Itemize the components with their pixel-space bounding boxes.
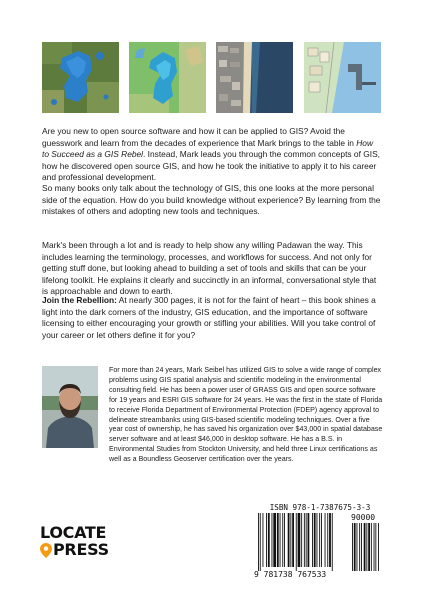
publisher-logo: [40, 524, 110, 566]
parcel-map-icon: [304, 42, 381, 113]
intro-text-2: So many books only talk about the technology of GIS, this one looks at the more personal side of the equation. How do you build knowledge without experience? By learning from the mistakes of others and adopting new tools and techniques.: [42, 183, 381, 217]
isbn-barcode: [254, 503, 386, 583]
intro-text-1a: Are you new to open source software and how it can be applied to GIS? Avoid the guesswork and learn from the decades of experience that Mark brings to the table in: [42, 126, 357, 148]
barcode-addon-digits: 90000: [351, 513, 376, 522]
author-bio: For more than 24 years, Mark Seibel has utilized GIS to solve a wide range of complex problems using GIS spatial analysis and scientific modeling in the environmental consulting field. He has been a power user of GRASS GIS and open source software for 19 years and ESRI GIS software for 24 years. He was the first in the state of Florida to receive Florida Department of Environmental Protection (FDEP) agency approval to delineate streambanks using GIS-based scientific modeling techniques. Over a five year cost of ownership, he has saved his organization over $43,000 in spatial database server software and at least $46,000 in desktop software. He has a B.S. in Environmental Studies from Stockton University, and held three Linux certifications as well as a Boundless Geoserver certification over the years.: [109, 366, 383, 464]
intro-paragraph-4: [42, 295, 382, 341]
intro-text-4: At nearly 300 pages, it is not for the faint of heart – this book shines a light into the dark corners of the industry, GIS education, and the importance of software licensing to either encouraging your growth or stifling your abilities. Will you take control of your career or let others define it for you?: [42, 295, 376, 340]
coastal-city-aerial-icon: [216, 42, 293, 113]
isbn-label: ISBN 978-1-7387675-3-3: [269, 503, 371, 512]
intro-text-3: Mark's been through a lot and is ready to help show any willing Padawan the way. This includes learning the terminology, processes, and workflows for success. And not only for getting stuff done, but looking ahead to building a set of tools and skills that can be your lifelong toolkit. He explains it clearly and succinctly in an informal, conversational style that is approachable and down to earth.: [42, 240, 377, 297]
book-title-inline: How to Succeed as a GIS Rebel: [42, 137, 374, 160]
map-thumbnail-strip: [42, 42, 382, 113]
logo-text-line1: LOCATE: [40, 523, 107, 542]
intro-paragraph-1: [42, 126, 382, 184]
location-pin-icon: [40, 543, 52, 558]
author-photo: [42, 366, 98, 448]
aerial-lake-map-icon: [42, 42, 119, 113]
intro-paragraph-3: [42, 240, 382, 298]
logo-text-line2: PRESS: [53, 540, 109, 559]
join-rebellion-lead: Join the Rebellion:: [42, 295, 117, 305]
intro-paragraph-2: [42, 183, 382, 218]
elevation-model-map-icon: [129, 42, 206, 113]
intro-text-1b: . Instead, Mark leads you through the common concepts of GIS, how he discovered open source GIS, and how he took the initiative to apply it to his career and professional development.: [42, 149, 380, 183]
barcode-digits: 9 781738 767533: [254, 570, 327, 579]
